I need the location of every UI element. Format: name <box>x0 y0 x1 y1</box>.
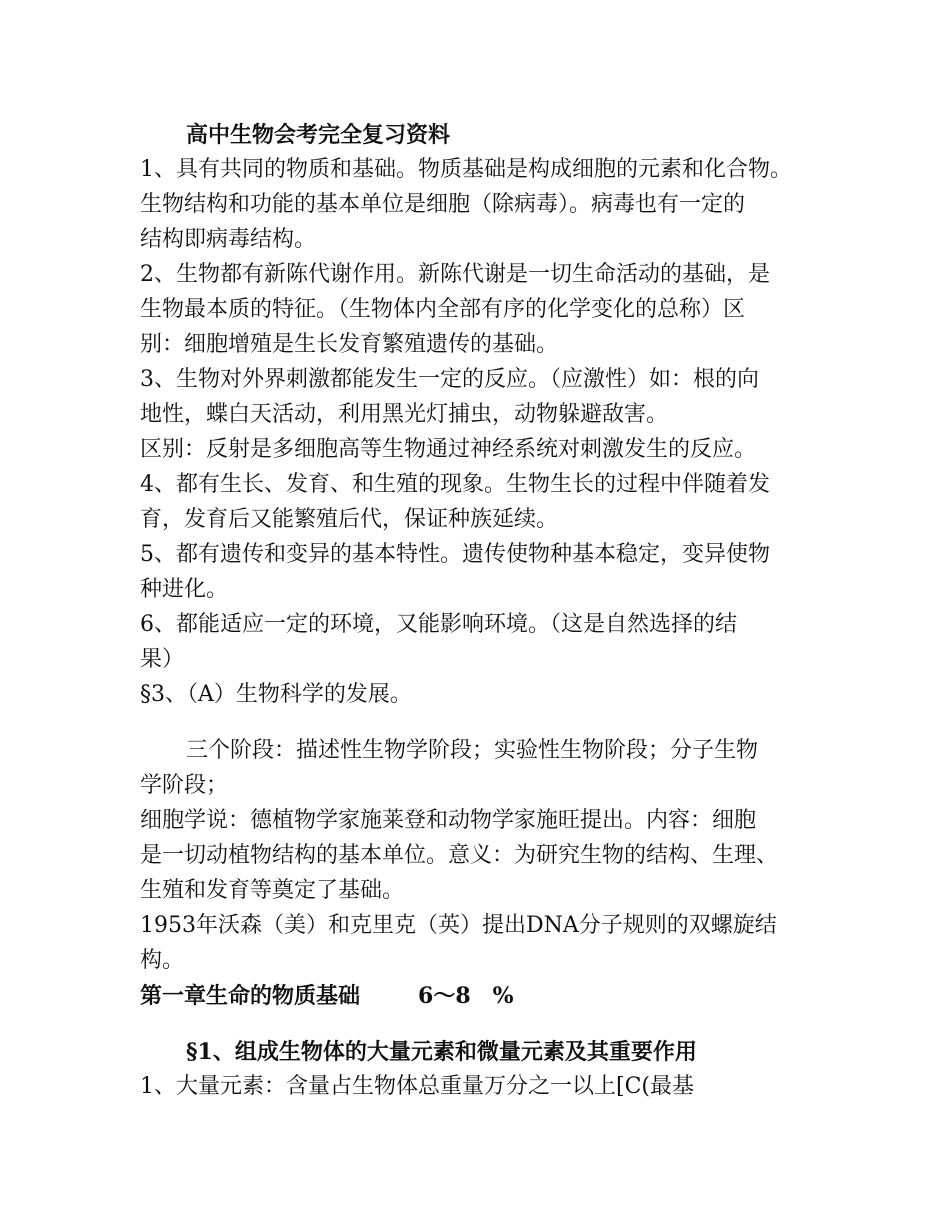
text-line: 三个阶段：描述性生物学阶段；实验性生物阶段；分子生物 <box>186 738 759 763</box>
text-line: 结构即病毒结构。 <box>140 227 317 252</box>
text-line: 生物最本质的特征。（生物体内全部有序的化学变化的总称）区 <box>140 297 746 322</box>
chapter-title: 第一章生命的物质基础 <box>140 983 361 1009</box>
text-line: 1、具有共同的物质和基础。物质基础是构成细胞的元素和化合物。 <box>140 157 792 182</box>
text-line: 5、都有遗传和变异的基本特性。遗传使物种基本稳定，变异使物 <box>140 542 770 567</box>
text-line: 别：细胞增殖是生长发育繁殖遗传的基础。 <box>140 332 559 357</box>
text-line: 6、都能适应一定的环境，又能影响环境。（这是自然选择的结 <box>140 612 737 637</box>
text-line: 3、生物对外界刺激都能发生一定的反应。（应激性）如：根的向 <box>140 367 759 392</box>
text-line: 地性，蝶白天活动，利用黑光灯捕虫，动物躲避敌害。 <box>140 402 669 427</box>
section-heading-development: §3、（A）生物科学的发展。 <box>140 682 412 707</box>
section-heading-elements: §1、组成生物体的大量元素和微量元素及其重要作用 <box>186 1039 697 1065</box>
document-title: 高中生物会考完全复习资料 <box>186 122 451 148</box>
text-line: 生物结构和功能的基本单位是细胞（除病毒）。病毒也有一定的 <box>140 192 746 217</box>
text-line: 1953年沃森（美）和克里克（英）提出DNA分子规则的双螺旋结 <box>140 913 777 938</box>
chapter-heading <box>140 980 514 1012</box>
text-line: 育，发育后又能繁殖后代，保证种族延续。 <box>140 507 559 532</box>
text-line: 构。 <box>140 948 185 973</box>
text-line: 1、大量元素：含量占生物体总重量万分之一以上[C(最基 <box>140 1074 694 1099</box>
text-line: 区别：反射是多细胞高等生物通过神经系统对刺激发生的反应。 <box>140 437 757 462</box>
text-line: 果） <box>140 647 185 672</box>
chapter-percent: 6～8 % <box>418 983 514 1009</box>
text-line: 种进化。 <box>140 577 229 602</box>
text-line: 4、都有生长、发育、和生殖的现象。生物生长的过程中伴随着发 <box>140 472 770 497</box>
text-line: 是一切动植物结构的基本单位。意义：为研究生物的结构、生理、 <box>140 843 779 868</box>
text-line: 2、生物都有新陈代谢作用。新陈代谢是一切生命活动的基础，是 <box>140 262 770 287</box>
text-line: 细胞学说：德植物学家施莱登和动物学家施旺提出。内容：细胞 <box>140 808 757 833</box>
text-line: 生殖和发育等奠定了基础。 <box>140 878 405 903</box>
text-line: 学阶段； <box>140 773 229 798</box>
